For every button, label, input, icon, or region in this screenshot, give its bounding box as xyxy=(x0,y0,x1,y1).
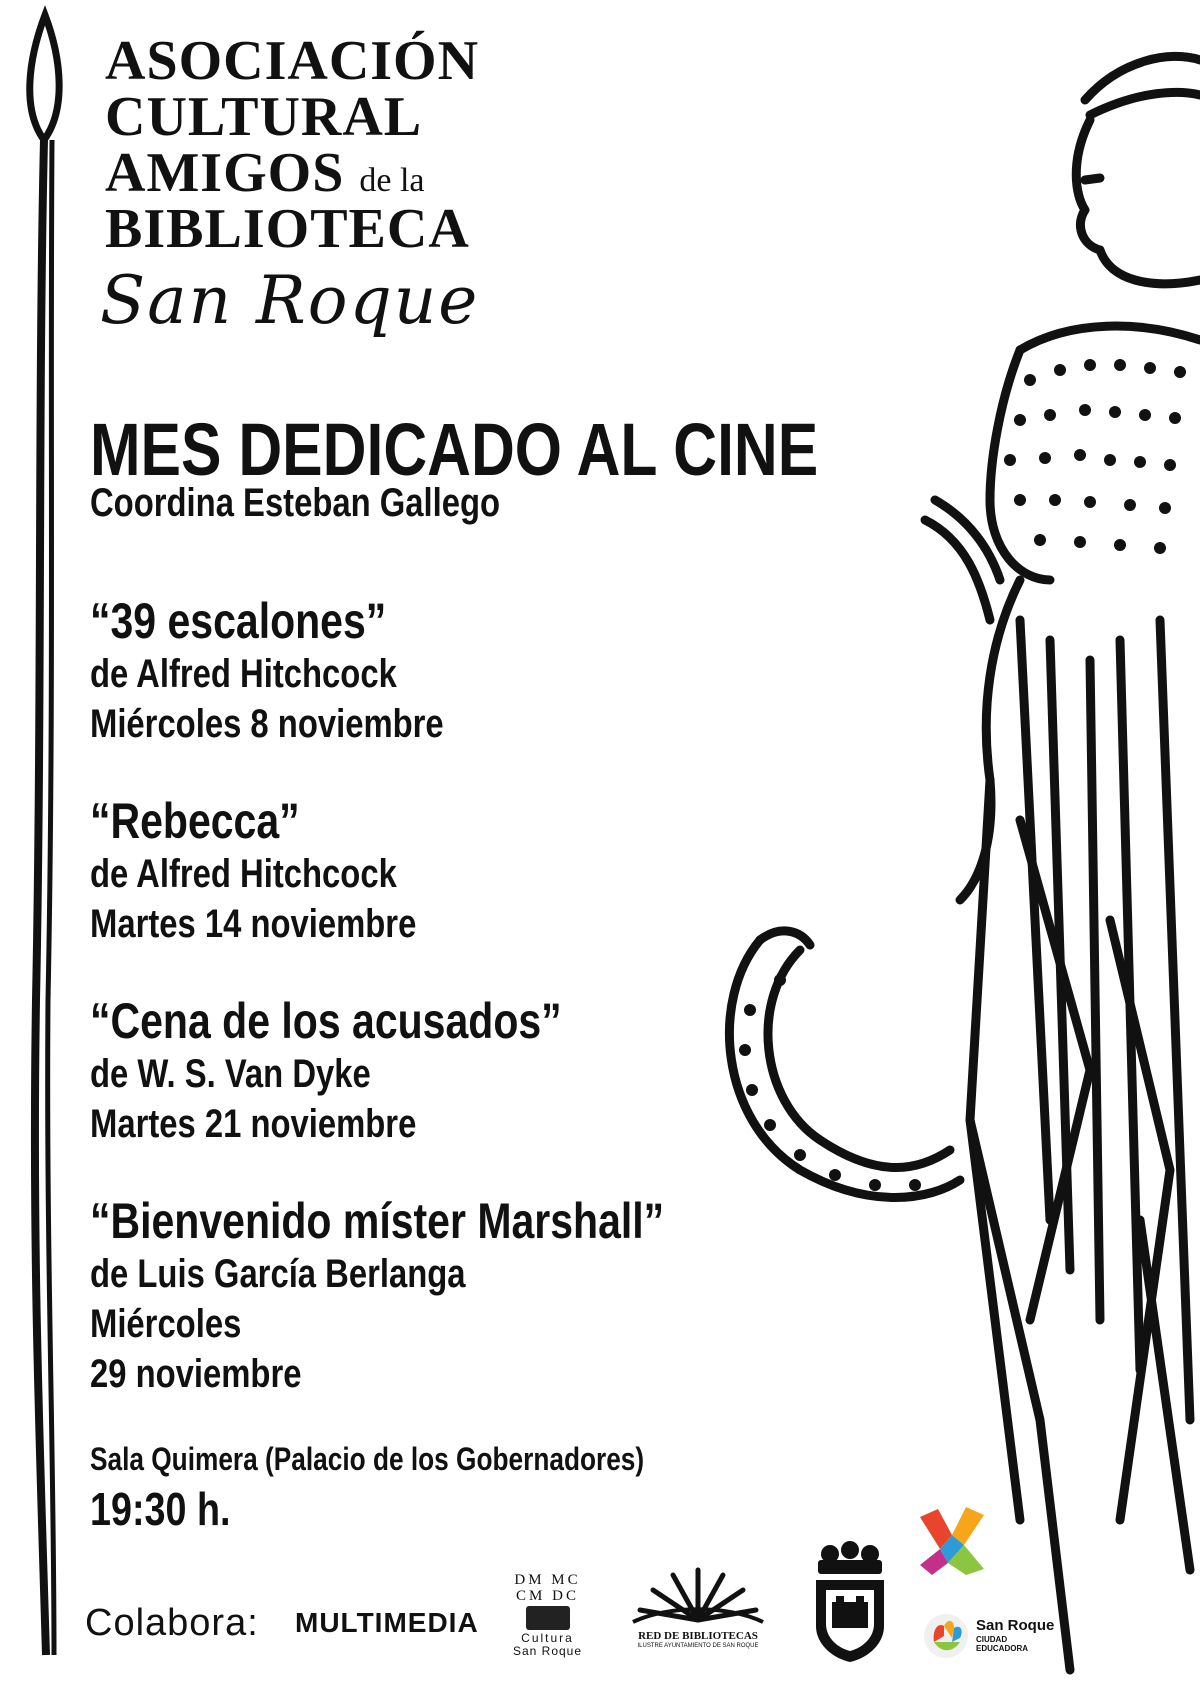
main-title: MES DEDICADO AL CINE xyxy=(90,408,819,491)
ciudad-educadora-line2: CIUDAD xyxy=(976,1635,1008,1644)
film-director: de W. S. Van Dyke xyxy=(90,1052,371,1096)
film-date: Miércoles xyxy=(90,1302,242,1346)
org-name-script: San Roque xyxy=(100,262,480,339)
ciudad-educadora-line1: San Roque xyxy=(976,1617,1055,1634)
org-name-line2: CULTURAL xyxy=(105,86,423,148)
figure-illustration xyxy=(690,20,1200,1699)
spear-illustration xyxy=(0,0,90,1699)
ciudad-educadora-line3: EDUCADORA xyxy=(976,1644,1028,1653)
film-item xyxy=(90,1193,664,1399)
sunburst-icon xyxy=(628,1550,768,1625)
film-date: Martes 14 noviembre xyxy=(90,902,417,946)
film-title: “Rebecca” xyxy=(90,793,300,849)
film-title: “Cena de los acusados” xyxy=(90,993,562,1049)
org-name-amigos: AMIGOS xyxy=(105,142,345,204)
film-date: Martes 21 noviembre xyxy=(90,1102,417,1146)
cultura-logo-line2: San Roque xyxy=(512,1644,583,1658)
colabora-label: Colabora: xyxy=(85,1602,259,1644)
org-name-line4: BIBLIOTECA xyxy=(105,198,470,260)
cultura-logo-line1: Cultura xyxy=(521,1631,574,1645)
coordinator-line: Coordina Esteban Gallego xyxy=(90,481,501,525)
film-director: de Alfred Hitchcock xyxy=(90,852,397,896)
film-director: de Alfred Hitchcock xyxy=(90,652,397,696)
org-name-line1: ASOCIACIÓN xyxy=(105,30,480,92)
multimedia-logo: MULTIMEDIA xyxy=(295,1607,479,1638)
film-title: “39 escalones” xyxy=(90,593,387,649)
red-bibliotecas-title: RED DE BIBLIOTECAS xyxy=(638,1630,758,1642)
cultura-logo-emblem xyxy=(526,1606,570,1630)
film-title: “Bienvenido míster Marshall” xyxy=(90,1193,665,1249)
coat-of-arms-icon xyxy=(808,1540,892,1664)
red-bibliotecas-logo xyxy=(628,1550,768,1650)
film-director: de Luis García Berlanga xyxy=(90,1252,466,1296)
ciudad-educadora-logo xyxy=(922,1612,1062,1662)
org-name-de-la: de la xyxy=(359,162,425,199)
cultura-san-roque-logo xyxy=(500,1572,595,1658)
cultura-logo-letters: DM MC CM DC xyxy=(514,1572,581,1604)
film-date: Miércoles 8 noviembre xyxy=(90,702,444,746)
film-date-continued: 29 noviembre xyxy=(90,1352,302,1396)
time-text: 19:30 h. xyxy=(90,1483,231,1535)
film-item xyxy=(90,593,444,749)
colorful-x-logo-icon xyxy=(918,1505,986,1577)
hand-icon xyxy=(922,1612,970,1660)
venue-text: Sala Quimera (Palacio de los Gobernadores) xyxy=(90,1441,645,1477)
red-bibliotecas-subtitle: ILUSTRE AYUNTAMIENTO DE SAN ROQUE xyxy=(637,1643,759,1649)
film-item xyxy=(90,993,562,1149)
film-item xyxy=(90,793,416,949)
